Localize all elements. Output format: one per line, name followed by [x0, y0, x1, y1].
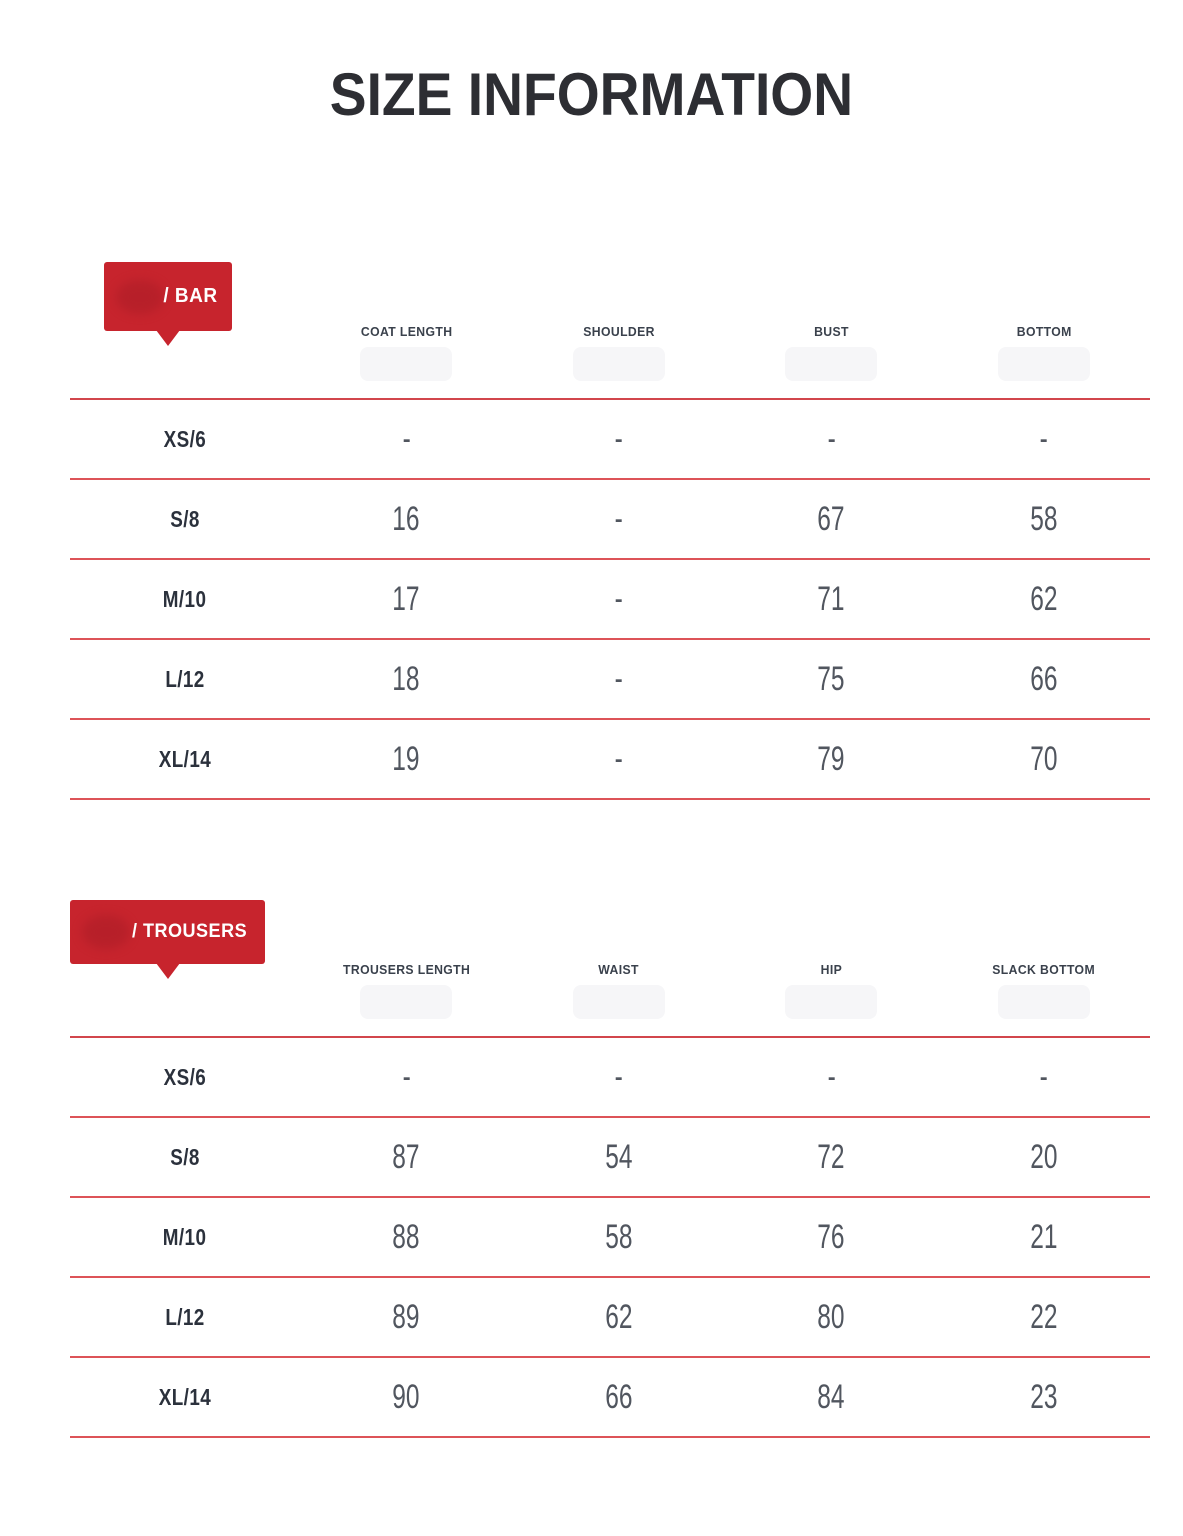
- size-label: XS/6: [163, 425, 207, 452]
- badge-watermark-blob: [82, 915, 130, 949]
- column-header-trousers-length: TROUSERS LENGTH: [300, 900, 513, 1036]
- value-cell: 66: [605, 1377, 633, 1416]
- value-cell: -: [614, 579, 623, 618]
- value-cell: 66: [1030, 659, 1058, 698]
- header-smudge: [573, 985, 665, 1019]
- bar-badge: [104, 262, 232, 331]
- value-cell: 62: [1030, 579, 1058, 618]
- size-label: S/8: [170, 1143, 200, 1170]
- table-row: [70, 640, 1150, 720]
- badge-watermark-blob: [116, 280, 164, 314]
- bar-size-table: [70, 262, 1150, 800]
- value-cell: -: [402, 419, 411, 458]
- header-smudge: [360, 985, 452, 1019]
- size-label: XL/14: [158, 745, 212, 772]
- table-row: [70, 480, 1150, 560]
- bar-table-header: [70, 262, 1150, 398]
- table-row: [70, 720, 1150, 800]
- header-smudge: [573, 347, 665, 381]
- page-title: SIZE INFORMATION: [329, 61, 854, 128]
- header-smudge: [998, 347, 1090, 381]
- value-cell: 58: [1030, 499, 1058, 538]
- value-cell: -: [614, 739, 623, 778]
- table-row: [70, 560, 1150, 640]
- size-label: M/10: [163, 585, 207, 612]
- value-cell: 89: [392, 1297, 420, 1336]
- table-row: [70, 1358, 1150, 1438]
- trousers-table-header: [70, 900, 1150, 1036]
- table-row: [70, 1118, 1150, 1198]
- value-cell: 58: [605, 1217, 633, 1256]
- bar-badge-label: / BAR: [163, 285, 218, 307]
- column-header-bottom: BOTTOM: [938, 262, 1151, 398]
- size-label: S/8: [170, 505, 200, 532]
- size-label: XS/6: [163, 1063, 207, 1090]
- column-header-slack-bottom: SLACK BOTTOM: [938, 900, 1151, 1036]
- value-cell: 79: [817, 739, 845, 778]
- value-cell: 72: [817, 1137, 845, 1176]
- value-cell: 70: [1030, 739, 1058, 778]
- column-header-bust: BUST: [725, 262, 938, 398]
- table-row: [70, 400, 1150, 480]
- size-label: XL/14: [158, 1383, 212, 1410]
- value-cell: 71: [817, 579, 845, 618]
- value-cell: 62: [605, 1297, 633, 1336]
- table-row: [70, 1278, 1150, 1358]
- value-cell: 16: [392, 499, 420, 538]
- value-cell: -: [614, 419, 623, 458]
- value-cell: -: [614, 659, 623, 698]
- value-cell: 20: [1030, 1137, 1058, 1176]
- value-cell: -: [827, 1057, 836, 1096]
- value-cell: 75: [817, 659, 845, 698]
- value-cell: 84: [817, 1377, 845, 1416]
- value-cell: 67: [817, 499, 845, 538]
- value-cell: -: [614, 1057, 623, 1096]
- value-cell: 19: [392, 739, 420, 778]
- value-cell: -: [1039, 1057, 1048, 1096]
- trousers-badge: [70, 900, 265, 964]
- value-cell: 90: [392, 1377, 420, 1416]
- header-smudge: [998, 985, 1090, 1019]
- header-smudge: [785, 347, 877, 381]
- table-row: [70, 1198, 1150, 1278]
- value-cell: 88: [392, 1217, 420, 1256]
- column-header-hip: HIP: [725, 900, 938, 1036]
- size-label: L/12: [165, 665, 205, 692]
- value-cell: 21: [1030, 1217, 1058, 1256]
- value-cell: -: [827, 419, 836, 458]
- value-cell: -: [1039, 419, 1048, 458]
- bar-badge-cell: [70, 262, 300, 398]
- size-label: L/12: [165, 1303, 205, 1330]
- bar-table-rows: [70, 398, 1150, 800]
- column-header-coat-length: COAT LENGTH: [300, 262, 513, 398]
- header-smudge: [360, 347, 452, 381]
- value-cell: 87: [392, 1137, 420, 1176]
- value-cell: 18: [392, 659, 420, 698]
- header-smudge: [785, 985, 877, 1019]
- size-label: M/10: [163, 1223, 207, 1250]
- trousers-badge-label: / TROUSERS: [131, 921, 247, 942]
- column-header-shoulder: SHOULDER: [513, 262, 726, 398]
- trousers-badge-cell: [70, 900, 300, 1036]
- value-cell: 80: [817, 1297, 845, 1336]
- trousers-table-rows: [70, 1036, 1150, 1438]
- value-cell: 23: [1030, 1377, 1058, 1416]
- table-row: [70, 1038, 1150, 1118]
- value-cell: -: [614, 499, 623, 538]
- value-cell: -: [402, 1057, 411, 1096]
- value-cell: 54: [605, 1137, 633, 1176]
- column-header-waist: WAIST: [513, 900, 726, 1036]
- value-cell: 76: [817, 1217, 845, 1256]
- trousers-size-table: [70, 900, 1150, 1438]
- value-cell: 22: [1030, 1297, 1058, 1336]
- value-cell: 17: [392, 579, 420, 618]
